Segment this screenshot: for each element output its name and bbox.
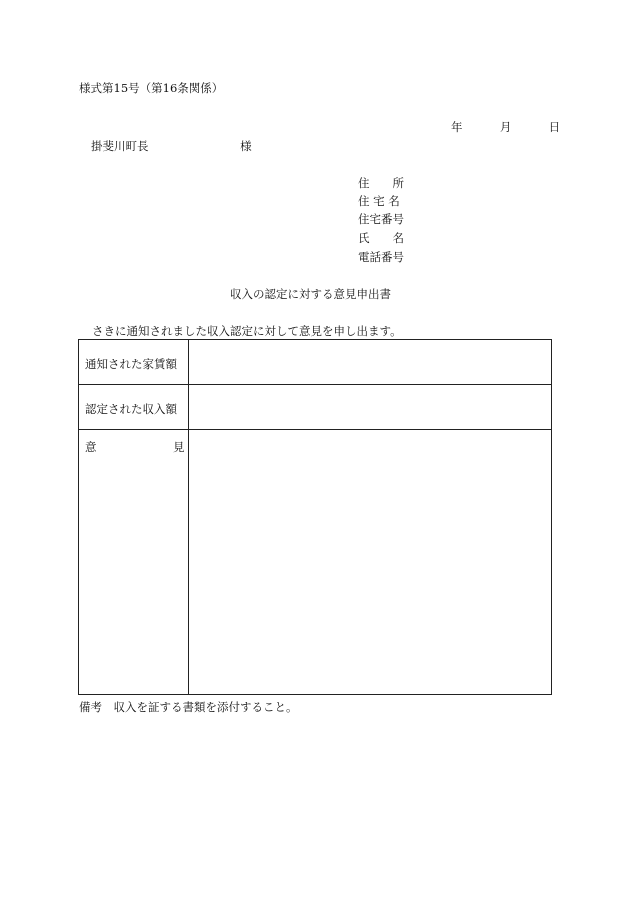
- applicant-phone-label: 電話番号: [358, 250, 404, 264]
- document-title: 収入の認定に対する意見申出書: [230, 287, 391, 301]
- table-row-rent: [79, 340, 551, 384]
- opinion-table: [78, 339, 552, 695]
- table-row-opinion: [79, 429, 551, 694]
- income-value-cell[interactable]: [189, 385, 551, 430]
- addressee-line: [91, 138, 252, 154]
- opinion-label-left: 意: [85, 440, 97, 454]
- applicant-dwelling-name-label: 住 宅 名: [358, 194, 400, 208]
- opinion-label-cell: [79, 430, 189, 694]
- income-label-cell: [79, 385, 189, 430]
- date-year-label: 年: [451, 120, 463, 134]
- statement-text: さきに通知されました収入認定に対して意見を申し出ます。: [92, 324, 402, 338]
- applicant-address-label: 住 所: [358, 176, 404, 190]
- rent-label: 通知された家賃額: [85, 357, 177, 371]
- addressee-name: 掛斐川町長: [91, 139, 149, 153]
- rent-value-cell[interactable]: [189, 340, 551, 384]
- date-day-label: 日: [548, 120, 561, 134]
- income-label: 認定された収入額: [85, 402, 177, 416]
- addressee-honorific: 様: [240, 139, 252, 153]
- form-number: 様式第15号（第16条関係）: [79, 81, 224, 95]
- date-line: [451, 119, 560, 135]
- remarks-note: 備考 収入を証する書類を添付すること。: [79, 700, 298, 714]
- table-row-income: [79, 384, 551, 430]
- applicant-dwelling-number-label: 住宅番号: [358, 212, 404, 226]
- date-month-label: 月: [499, 120, 512, 134]
- opinion-value-cell[interactable]: [189, 430, 551, 694]
- applicant-name-label: 氏 名: [358, 231, 404, 245]
- opinion-label-right: 見: [173, 440, 185, 454]
- rent-label-cell: [79, 340, 189, 384]
